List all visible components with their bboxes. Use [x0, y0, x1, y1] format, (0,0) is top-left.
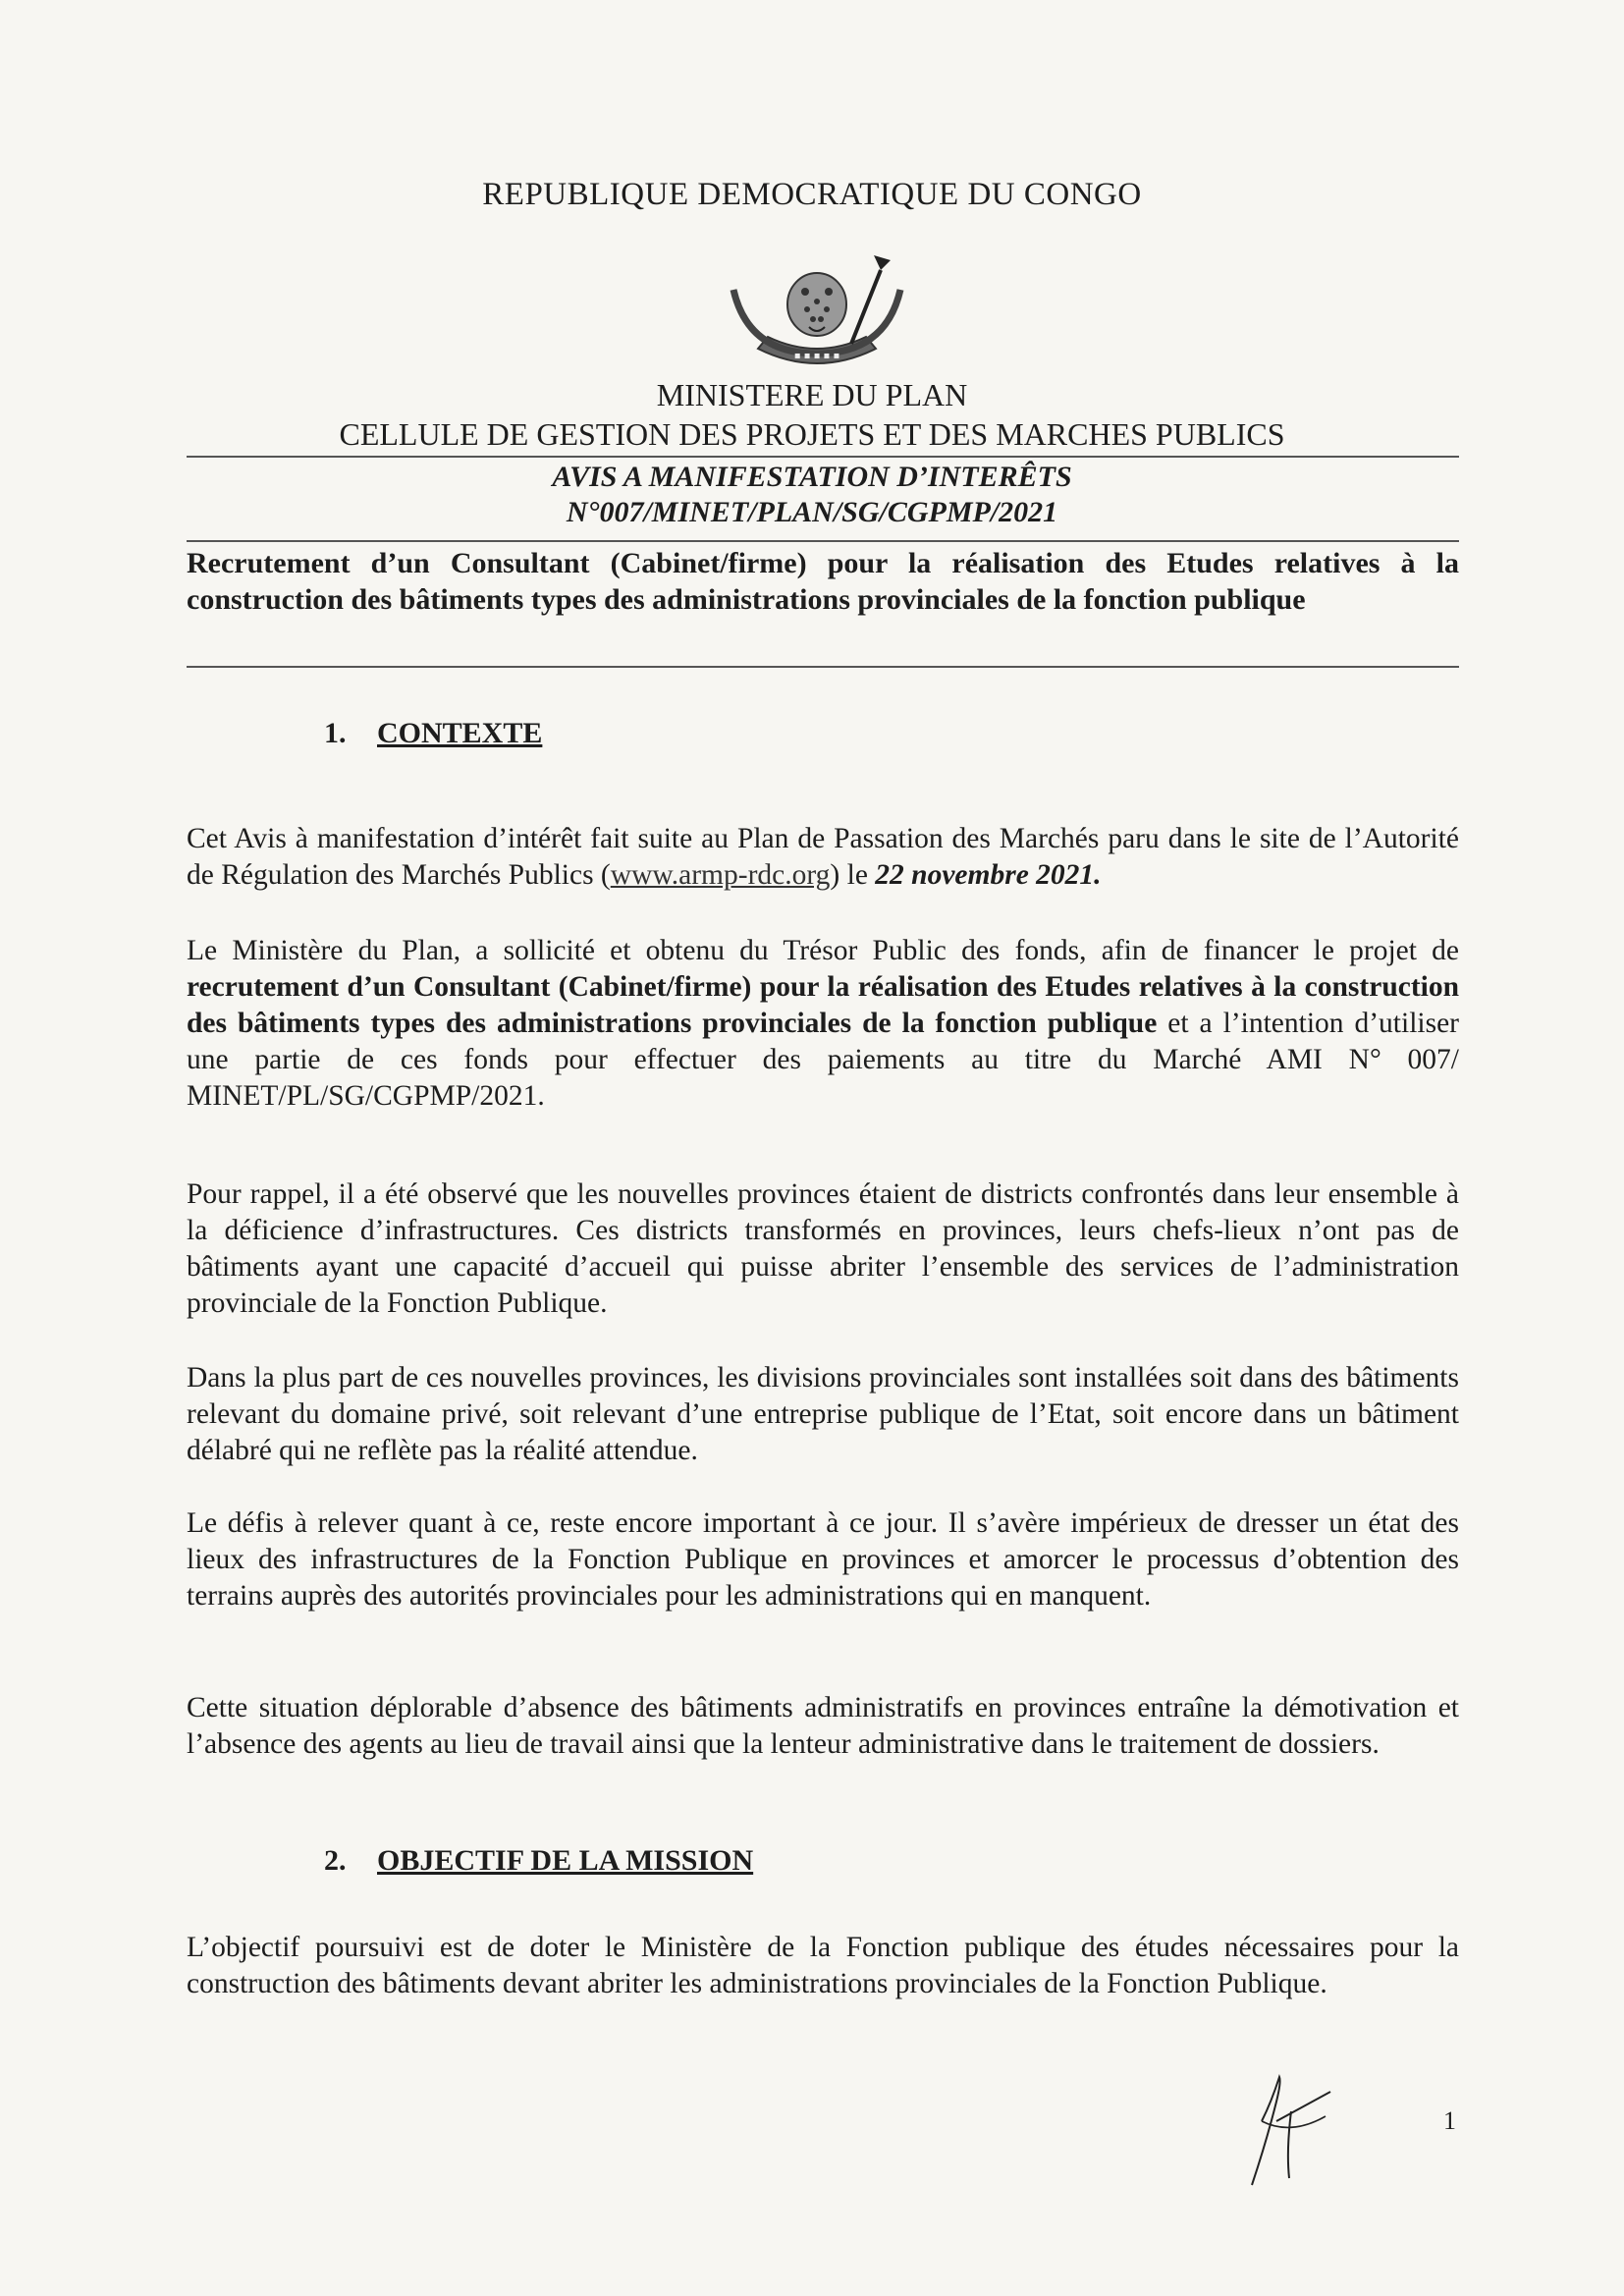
paragraph-objectif-1	[187, 1930, 1459, 2002]
paragraph-contexte-2	[187, 933, 1459, 1115]
header-divider	[187, 456, 1459, 458]
paragraph-contexte-5	[187, 1505, 1459, 1614]
unit-name: CELLULE DE GESTION DES PROJETS ET DES MARCHES PUBLICS	[339, 416, 1285, 452]
publication-date: 22 novembre 2021.	[875, 859, 1102, 891]
ministry-name: MINISTERE DU PLAN	[656, 377, 968, 412]
notice-reference: N°007/MINET/PLAN/SG/CGPMP/2021	[566, 496, 1058, 528]
paragraph-bold-text: recrutement d’un Consultant (Cabinet/firme) pour la réalisation des Etudes relatives à la construction des bâtiments types des administrations provinciales de la fonction publique	[187, 971, 1459, 1039]
paragraph-contexte-3	[187, 1176, 1459, 1322]
ministry-header	[0, 375, 1624, 454]
paragraph-text: ) le	[830, 859, 876, 891]
subject-bottom-divider	[187, 666, 1459, 668]
section-heading-contexte	[324, 717, 542, 750]
paragraph-contexte-1	[187, 821, 1459, 894]
paragraph-text: Cet Avis à manifestation d’intérêt fait suite au Plan de Passation des Marchés paru dans le site de l’Autorité de Régulation des Marchés Publics (	[187, 823, 1459, 891]
paragraph-text: Le Ministère du Plan, a sollicité et obtenu du Trésor Public des fonds, afin de financer le projet de	[187, 935, 1459, 966]
armp-website-link[interactable]: www.armp-rdc.org	[610, 859, 831, 891]
page-number: 1	[1443, 2106, 1456, 2135]
section-number: 2.	[324, 1844, 347, 1877]
paragraph-contexte-6	[187, 1690, 1459, 1763]
notice-type: AVIS A MANIFESTATION D’INTERÊTS	[552, 461, 1072, 493]
coat-of-arms-icon	[719, 250, 915, 378]
section-title: OBJECTIF DE LA MISSION	[377, 1844, 754, 1877]
section-number: 1.	[324, 717, 347, 749]
svg-text:▪ ▪ ▪ ▪ ▪: ▪ ▪ ▪ ▪ ▪	[793, 351, 840, 361]
paragraph-contexte-4	[187, 1360, 1459, 1469]
paragraph-text: Pour rappel, il a été observé que les nouvelles provinces étaient de districts confrontés dans leur ensemble à la déficience d’infrastructures. Ces districts transformés en provinces, leurs chefs-lieux n’ont pas de bâtiments ayant une capacité d’accueil qui puisse abriter l’ensemble des services de l’administration provinciale de la Fonction Publique.	[187, 1178, 1459, 1319]
paragraph-text: L’objectif poursuivi est de doter le Ministère de la Fonction publique des études nécessaires pour la construction des bâtiments devant abriter les administrations provinciales de la Fonction Publique.	[187, 1932, 1459, 1999]
paragraph-text: Le défis à relever quant à ce, reste encore important à ce jour. Il s’avère impérieux de dresser un état des lieux des infrastructures de la Fonction Publique en provinces et amorcer le processus d’obtention des terrains auprès des autorités provinciales pour les administrations qui en manquent.	[187, 1507, 1459, 1612]
notice-subject: Recrutement d’un Consultant (Cabinet/firme) pour la réalisation des Etudes relatives à la construction des bâtiments types des administrations provinciales de la fonction publique	[187, 547, 1459, 616]
paragraph-text: Cette situation déplorable d’absence des bâtiments administratifs en provinces entraîne la démotivation et l’absence des agents au lieu de travail ainsi que la lenteur administrative dans le traitement de dossiers.	[187, 1692, 1459, 1760]
section-title: CONTEXTE	[377, 717, 543, 749]
country-title: REPUBLIQUE DEMOCRATIQUE DU CONGO	[482, 177, 1142, 212]
paragraph-text: et a l’intention d’utiliser une partie de ces fonds pour effectuer des paiements au titre du Marché AMI N° 007/ MINET/PL/SG/CGPMP/2021.	[187, 1008, 1459, 1112]
subject-top-divider	[187, 540, 1459, 542]
section-heading-objectif	[324, 1844, 753, 1878]
notice-title-block	[0, 460, 1624, 530]
handwritten-signature-icon	[1232, 2062, 1350, 2190]
paragraph-text: Dans la plus part de ces nouvelles provinces, les divisions provinciales sont installées soit dans des bâtiments relevant du domaine privé, soit relevant d’une entreprise publique de l’Etat, soit encore dans un bâtiment délabré qui ne reflète pas la réalité attendue.	[187, 1362, 1459, 1466]
